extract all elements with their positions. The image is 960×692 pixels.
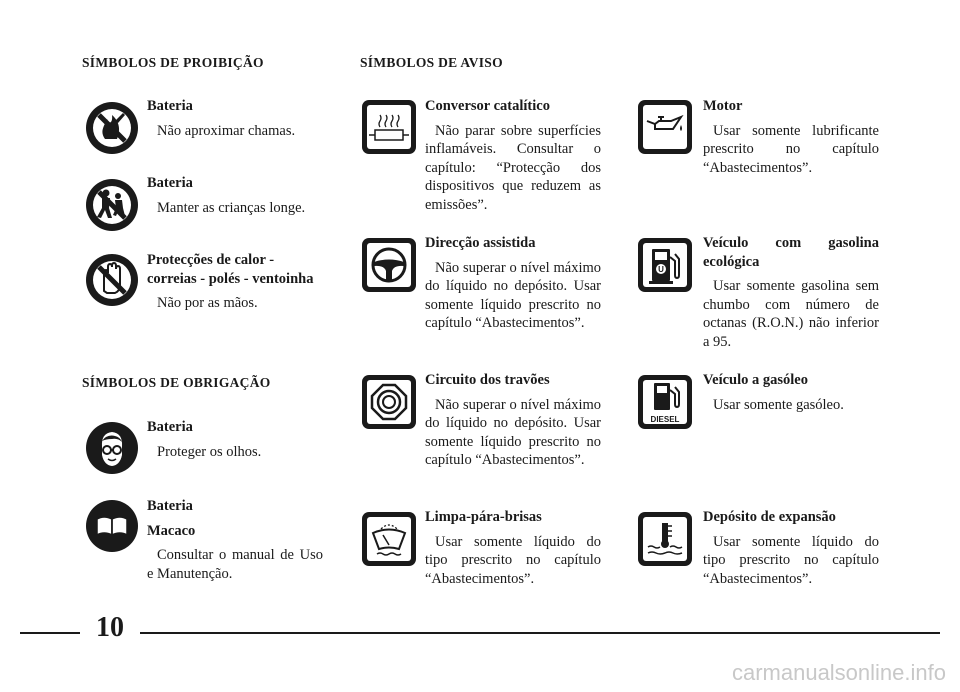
- oil-can-icon: [637, 99, 693, 155]
- warning-entry-brakes: [425, 371, 601, 470]
- unleaded-fuel-pump-icon: [637, 237, 693, 293]
- no-hands-icon: [85, 253, 139, 307]
- warning-entry-diesel: [703, 371, 879, 414]
- diesel-label: DIESEL: [650, 415, 680, 424]
- entry-title: Conversor catalítico: [425, 98, 550, 114]
- entry-description: Usar somente gasóleo.: [713, 396, 844, 413]
- warning-entry-coolant: [703, 508, 879, 588]
- warning-entry-washer: [425, 508, 601, 588]
- prohibition-entry-1: [147, 97, 327, 140]
- entry-description: Usar somente líquido do tipo prescrito no capítulo “Abastecimentos”.: [425, 533, 601, 587]
- entry-title: Circuito dos travões: [425, 372, 550, 388]
- entry-title: Veículo a gasóleo: [703, 372, 808, 388]
- warning-entry-unleaded: [703, 234, 879, 351]
- entry-title-2: Macaco: [147, 522, 196, 539]
- entry-title: Bateria: [147, 175, 193, 191]
- entry-title: Bateria: [147, 419, 193, 435]
- entry-description: Não superar o nível máximo do líquido no depósito. Usar somente líquido prescrito no capítulo “Abastecimentos”.: [425, 259, 601, 331]
- eye-protection-icon: [85, 421, 139, 475]
- prohibition-entry-2: [147, 174, 327, 217]
- entry-description: Manter as crianças longe.: [157, 199, 306, 216]
- manual-book-icon: [85, 499, 139, 553]
- entry-description: Consultar o manual de Uso e Manutenção.: [147, 547, 323, 582]
- entry-description: Não parar sobre superfícies inflamáveis. Consultar o capítulo: “Protecção dos dispositivos que reduzem as emissões”.: [425, 122, 601, 213]
- catalytic-converter-icon: [361, 99, 417, 155]
- warning-entry-steering: [425, 234, 601, 333]
- coolant-expansion-tank-icon: [637, 511, 693, 567]
- heading-warning: SÍMBOLOS DE AVISO: [360, 55, 503, 70]
- entry-title: Bateria: [147, 498, 193, 514]
- entry-description: Usar somente gasolina sem chumbo com número de octanas (R.O.N.) não inferior a 95.: [703, 278, 879, 350]
- obligation-entry-1: [147, 418, 327, 461]
- no-children-icon: [85, 178, 139, 232]
- warning-entry-engine: [703, 97, 879, 177]
- diesel-fuel-pump-icon: [637, 374, 693, 430]
- entry-description: Usar somente lubrificante prescrito no capítulo “Abastecimentos”.: [703, 122, 879, 176]
- obligation-entry-2: [147, 497, 323, 583]
- warning-entry-catalytic: [425, 97, 601, 214]
- entry-title: Protecções de calor - correias - polés - ventoinha: [147, 252, 314, 287]
- entry-title: Bateria: [147, 98, 193, 114]
- entry-title: Veículo com gasolina ecológica: [703, 235, 879, 270]
- entry-title: Depósito de expansão: [703, 509, 836, 525]
- entry-description: Proteger os olhos.: [157, 443, 262, 460]
- no-flames-icon: [85, 101, 139, 155]
- heading-prohibition: SÍMBOLOS DE PROIBIÇÃO: [82, 55, 264, 70]
- entry-title: Motor: [703, 98, 743, 114]
- entry-title: Direcção assistida: [425, 235, 536, 251]
- footer-rule-right: [140, 632, 940, 634]
- entry-description: Não por as mãos.: [157, 295, 258, 311]
- windscreen-washer-icon: [361, 511, 417, 567]
- steering-wheel-icon: [361, 237, 417, 293]
- svg-text:U: U: [658, 265, 664, 274]
- entry-description: Usar somente líquido do tipo prescrito no capítulo “Abastecimentos”.: [703, 533, 879, 587]
- heading-obligation: SÍMBOLOS DE OBRIGAÇÃO: [82, 375, 271, 390]
- entry-title: Limpa-pára-brisas: [425, 509, 542, 525]
- entry-description: Não aproximar chamas.: [157, 122, 296, 139]
- page-number: 10: [96, 612, 124, 643]
- watermark: carmanualsonline.info: [731, 660, 946, 685]
- entry-description: Não superar o nível máximo do líquido no depósito. Usar somente líquido prescrito no capítulo “Abastecimentos”.: [425, 396, 601, 468]
- footer-rule-left: [20, 632, 80, 634]
- prohibition-entry-3: [147, 251, 319, 313]
- brake-circuit-icon: [361, 374, 417, 430]
